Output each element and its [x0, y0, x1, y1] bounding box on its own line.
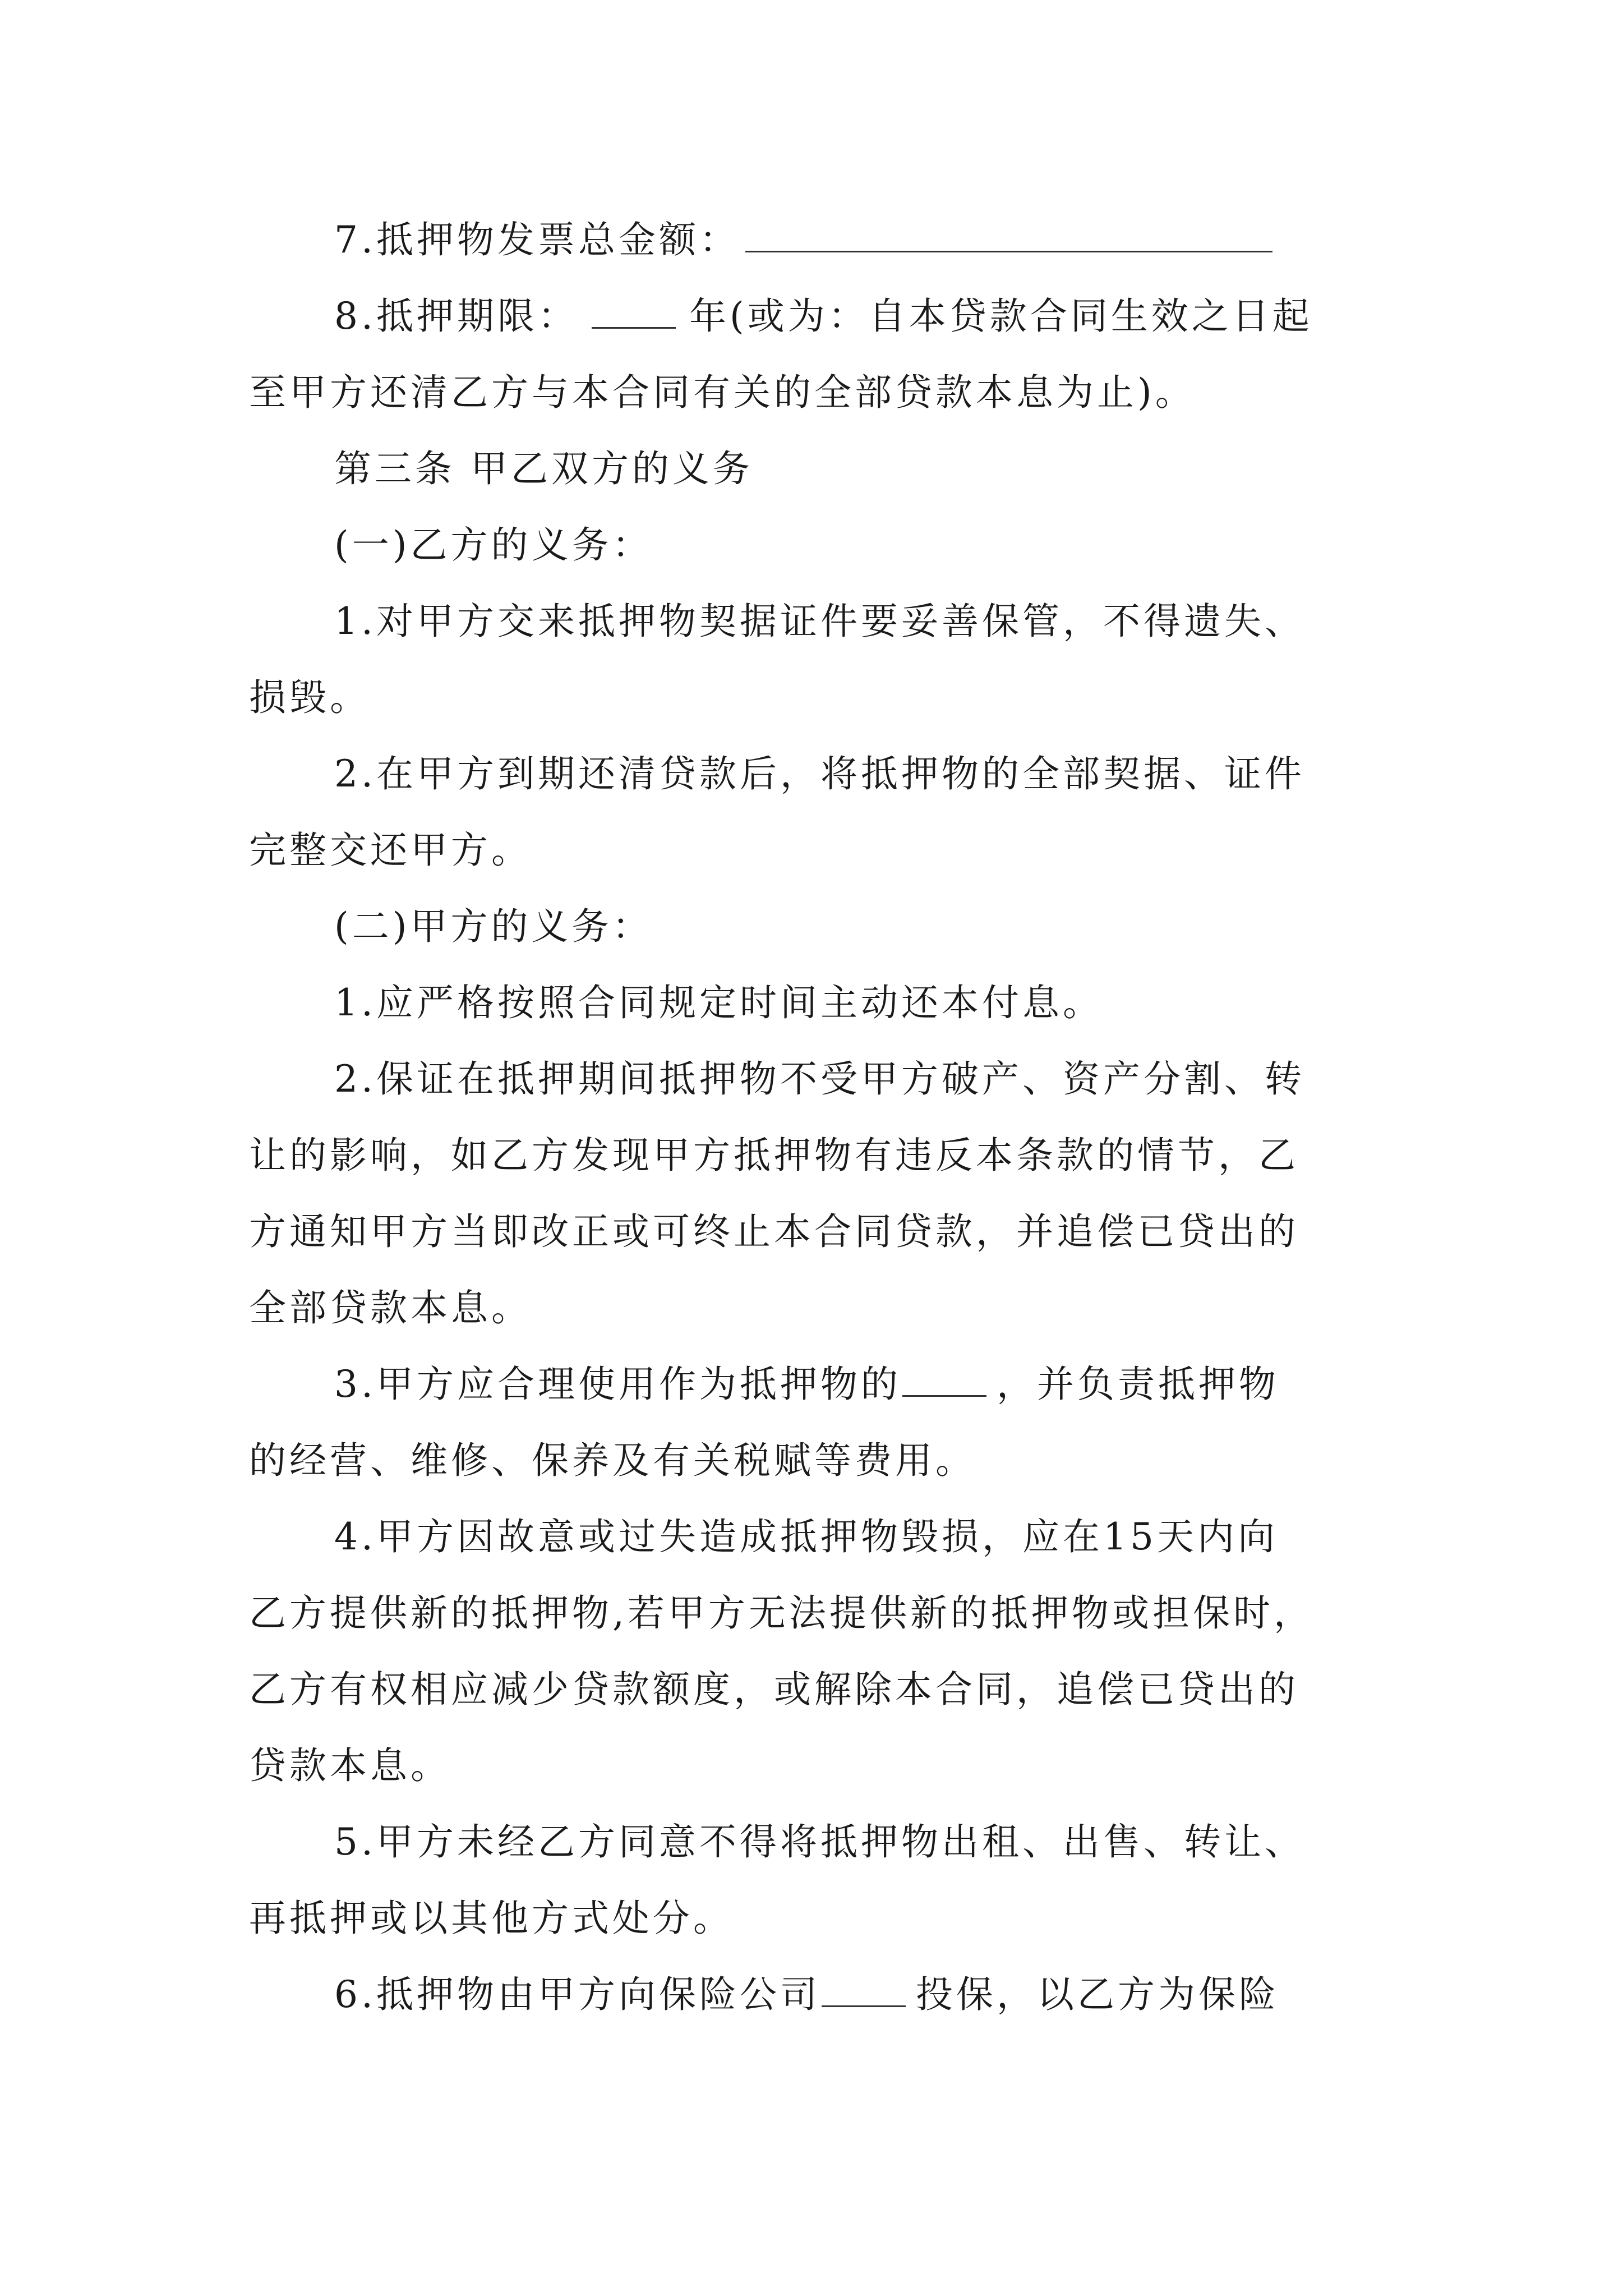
paragraph-line: [249, 1880, 1387, 1957]
document-body: [249, 202, 1387, 2033]
paragraph-line: [249, 965, 1387, 1041]
text-line: 完整交还甲方。: [249, 829, 532, 872]
text-line: 5.甲方未经乙方同意不得将抵押物出租、出售、转让、: [334, 1820, 1305, 1864]
text-line: 第三条 甲乙双方的义务: [334, 447, 753, 490]
paragraph-line: [249, 1270, 1387, 1346]
text-line: 3.甲方应合理使用作为抵押物的: [334, 1363, 901, 1406]
text-line: ，并负责抵押物: [996, 1363, 1279, 1406]
text-line: 年(或为：自本贷款合同生效之日起: [689, 295, 1313, 338]
section-heading-article-3: [249, 431, 1387, 507]
text-line: 1.应严格按照合同规定时间主动还本付息。: [334, 981, 1103, 1024]
fill-in-blank: [592, 292, 676, 329]
text-line: 8.抵押期限：: [334, 295, 578, 338]
fill-in-blank: [822, 1971, 906, 2007]
fill-in-blank: [745, 216, 1272, 252]
text-line: 2.保证在抵押期间抵押物不受甲方破产、资产分割、转: [334, 1057, 1305, 1101]
paragraph-line: [249, 1651, 1387, 1728]
text-line: 再抵押或以其他方式处分。: [249, 1897, 734, 1940]
text-line: 1.对甲方交来抵押物契据证件要妥善保管，不得遗失、: [334, 600, 1305, 643]
clause-8-mortgage-term: [249, 278, 1387, 355]
text-line: (二)甲方的义务：: [334, 905, 653, 948]
paragraph-line: [249, 1041, 1387, 1117]
paragraph-line: [249, 1957, 1387, 2033]
paragraph-line: [249, 1728, 1387, 1804]
clause-7-invoice-amount: [249, 202, 1387, 278]
paragraph-line: [249, 1194, 1387, 1270]
paragraph-line: [249, 660, 1387, 736]
subsection-heading-party-b: [249, 507, 1387, 583]
text-line: 全部贷款本息。: [249, 1286, 532, 1329]
paragraph-line: [249, 1423, 1387, 1499]
text-line: 乙方提供新的抵押物,若甲方无法提供新的抵押物或担保时，: [249, 1591, 1314, 1635]
text-line: 至甲方还清乙方与本合同有关的全部贷款本息为止)。: [249, 371, 1196, 414]
paragraph-line: [249, 1117, 1387, 1194]
paragraph-line: [249, 812, 1387, 889]
paragraph-line: [249, 583, 1387, 660]
paragraph-line: [249, 736, 1387, 812]
text-line: 4.甲方因故意或过失造成抵押物毁损，应在15天内向: [334, 1515, 1278, 1558]
text-line: 投保，以乙方为保险: [915, 1973, 1279, 2016]
paragraph-line: [249, 1575, 1387, 1651]
fill-in-blank: [902, 1360, 986, 1397]
paragraph-line: [249, 1804, 1387, 1880]
paragraph-line: [249, 1346, 1387, 1423]
text-line: 让的影响，如乙方发现甲方抵押物有违反本条款的情节，乙: [249, 1134, 1299, 1177]
text-line: (一)乙方的义务：: [334, 523, 653, 567]
text-line: 贷款本息。: [249, 1744, 451, 1787]
paragraph-line: [249, 1499, 1387, 1575]
text-line: 7.抵押物发票总金额：: [334, 218, 740, 261]
text-line: 乙方有权相应减少贷款额度，或解除本合同，追偿已贷出的: [249, 1668, 1299, 1711]
text-line: 损毁。: [249, 676, 370, 719]
text-line: 2.在甲方到期还清贷款后，将抵押物的全部契据、证件: [334, 752, 1305, 795]
text-line: 方通知甲方当即改正或可终止本合同贷款，并追偿已贷出的: [249, 1210, 1299, 1253]
subsection-heading-party-a: [249, 889, 1387, 965]
text-line: 6.抵押物由甲方向保险公司: [334, 1973, 820, 2016]
paragraph-line: [249, 355, 1387, 431]
text-line: 的经营、维修、保养及有关税赋等费用。: [249, 1439, 976, 1482]
